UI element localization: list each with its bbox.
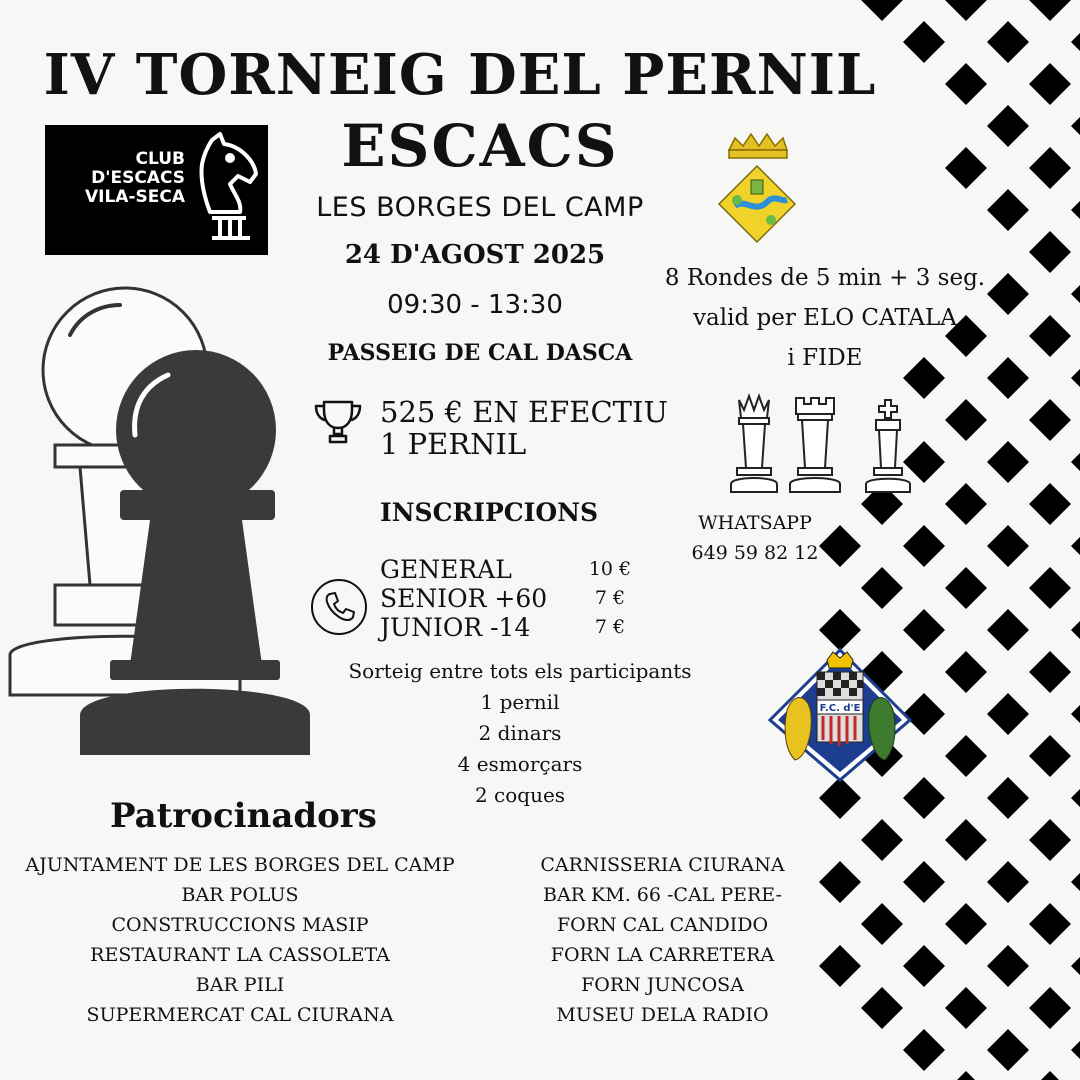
sponsor-name: BAR POLUS — [181, 884, 299, 906]
sponsor-name: CONSTRUCCIONS MASIP — [111, 914, 369, 936]
event-time: 09:30 - 13:30 — [387, 290, 563, 320]
sponsor-name: FORN JUNCOSA — [581, 974, 744, 996]
checker-square — [945, 483, 987, 525]
checker-square — [987, 945, 1029, 987]
sponsor-name: FORN LA CARRETERA — [550, 944, 775, 966]
checker-square — [1029, 231, 1071, 273]
checker-square — [1029, 735, 1071, 777]
checker-square — [861, 903, 903, 945]
club-logo-line: VILA-SECA — [84, 187, 185, 207]
checker-square — [945, 987, 987, 1029]
checker-square — [1071, 273, 1080, 315]
town-coat-of-arms — [715, 128, 800, 248]
checker-square — [945, 651, 987, 693]
crest-text: F.C. d'E — [819, 703, 861, 714]
category-price: 10 € — [588, 558, 632, 580]
whatsapp-block — [660, 508, 850, 568]
sponsors-title: Patrocinadors — [110, 796, 377, 836]
sponsors-left-column — [0, 850, 480, 1030]
checker-square — [1029, 147, 1071, 189]
checker-square — [987, 1029, 1029, 1071]
checker-square — [1071, 609, 1080, 651]
checker-square — [1029, 315, 1071, 357]
rules-block — [650, 258, 1000, 378]
checker-square — [1029, 819, 1071, 861]
title-line1: IV TORNEIG DEL PERNIL — [43, 42, 877, 108]
rules-line: 8 Rondes de 5 min + 3 seg. — [664, 265, 986, 291]
prize-block — [380, 396, 668, 460]
checker-square — [945, 735, 987, 777]
checker-square — [1029, 483, 1071, 525]
rook-icon — [786, 392, 844, 496]
checker-square — [1071, 525, 1080, 567]
sponsor-name: BAR KM. 66 -CAL PERE- — [543, 884, 782, 906]
checker-square — [945, 63, 987, 105]
event-place: PASSEIG DE CAL DASCA — [327, 340, 633, 366]
checker-square — [945, 819, 987, 861]
checker-square — [903, 861, 945, 903]
checker-square — [945, 1071, 987, 1080]
checker-square — [861, 0, 903, 21]
checker-square — [1071, 945, 1080, 987]
king-icon — [860, 398, 916, 496]
town-name: LES BORGES DEL CAMP — [316, 192, 644, 223]
checker-square — [903, 945, 945, 987]
checker-square — [1071, 441, 1080, 483]
checker-square — [1071, 693, 1080, 735]
checker-square — [987, 525, 1029, 567]
pawn-icon — [0, 275, 330, 775]
checker-square — [1029, 987, 1071, 1029]
raffle-title: Sorteig entre tots els participants — [348, 659, 692, 683]
sponsor-name: AJUNTAMENT DE LES BORGES DEL CAMP — [25, 854, 455, 876]
checker-square — [1071, 21, 1080, 63]
category-price: 7 € — [594, 587, 626, 609]
checker-square — [945, 399, 987, 441]
checker-square — [1071, 1029, 1080, 1071]
sponsors-right-column — [490, 850, 835, 1030]
event-date: 24 D'AGOST 2025 — [344, 240, 606, 270]
checker-square — [1071, 777, 1080, 819]
checker-square — [987, 441, 1029, 483]
sponsor-name: SUPERMERCAT CAL CIURANA — [86, 1004, 394, 1026]
checker-square — [987, 777, 1029, 819]
checker-square — [987, 21, 1029, 63]
checker-square — [987, 861, 1029, 903]
checker-square — [1029, 567, 1071, 609]
checker-square — [861, 819, 903, 861]
registration-prices — [580, 555, 640, 642]
checker-square — [861, 567, 903, 609]
knight-icon — [190, 130, 265, 245]
sponsor-name: MUSEU DELA RADIO — [556, 1004, 769, 1026]
whatsapp-label: WHATSAPP — [698, 512, 812, 534]
checker-square — [945, 147, 987, 189]
category-price: 7 € — [594, 616, 626, 638]
rules-line: valid per ELO CATALA — [693, 305, 957, 331]
checker-square — [945, 567, 987, 609]
raffle-block — [330, 656, 710, 811]
sponsor-name: RESTAURANT LA CASSOLETA — [90, 944, 390, 966]
raffle-item: 2 dinars — [478, 721, 562, 745]
checker-square — [903, 1029, 945, 1071]
checker-square — [903, 525, 945, 567]
rules-line: i FIDE — [787, 345, 863, 371]
checker-square — [1071, 189, 1080, 231]
checker-square — [1029, 1071, 1071, 1080]
raffle-item: 1 pernil — [480, 690, 560, 714]
sponsor-name: BAR PILI — [195, 974, 285, 996]
checker-square — [1029, 63, 1071, 105]
checker-square — [1029, 903, 1071, 945]
checker-square — [987, 693, 1029, 735]
checker-square — [1071, 357, 1080, 399]
raffle-item: 4 esmorçars — [457, 752, 583, 776]
club-logo-line: D'ESCACS — [91, 168, 185, 188]
registration-title: INSCRIPCIONS — [380, 498, 599, 527]
club-logo-line: CLUB — [135, 149, 185, 169]
raffle-item: 2 coques — [474, 783, 566, 807]
checker-square — [1029, 651, 1071, 693]
registration-categories — [380, 555, 547, 642]
checker-square — [987, 609, 1029, 651]
title-line2: ESCACS — [341, 112, 619, 180]
federation-crest — [765, 640, 915, 785]
club-logo-text — [60, 150, 185, 207]
checker-square — [945, 0, 987, 21]
checker-square — [1071, 105, 1080, 147]
checker-square — [1029, 399, 1071, 441]
checker-square — [987, 105, 1029, 147]
queen-icon — [725, 388, 783, 496]
prize-ham: 1 PERNIL — [380, 427, 527, 461]
category-name: GENERAL — [380, 555, 512, 584]
checker-square — [987, 189, 1029, 231]
checker-square — [1029, 0, 1071, 21]
checker-square — [945, 903, 987, 945]
checker-square — [1071, 861, 1080, 903]
sponsor-name: CARNISSERIA CIURANA — [540, 854, 785, 876]
category-name: JUNIOR -14 — [380, 613, 531, 642]
category-name: SENIOR +60 — [380, 584, 548, 613]
whatsapp-number[interactable]: 649 59 82 12 — [691, 542, 819, 564]
prize-cash: 525 € EN EFECTIU — [380, 395, 668, 429]
sponsor-name: FORN CAL CANDIDO — [556, 914, 769, 936]
checker-square — [861, 987, 903, 1029]
